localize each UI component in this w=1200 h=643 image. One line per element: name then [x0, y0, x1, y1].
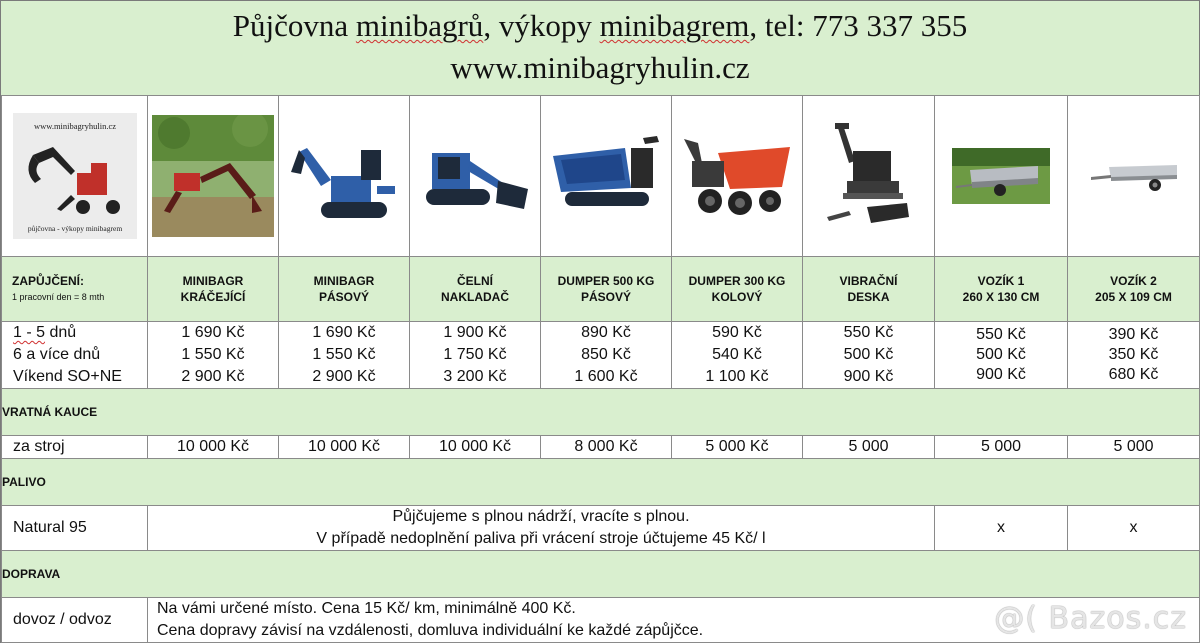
header-col-1: MINIBAGR KRÁČEJÍCÍ	[148, 257, 279, 322]
trailer-1-cell	[935, 96, 1068, 257]
walking-excavator-photo	[152, 115, 274, 237]
trailer-2-photo	[1089, 157, 1179, 195]
deposit-col-1: 10 000 Kč	[148, 436, 279, 459]
walking-excavator-cell	[148, 96, 279, 257]
price-col-5: 590 Kč 540 Kč 1 100 Kč	[672, 322, 803, 389]
tracked-dumper-photo	[547, 134, 665, 218]
header-col-6: VIBRAČNÍ DESKA	[803, 257, 935, 322]
header-col-2: MINIBAGR PÁSOVÝ	[279, 257, 410, 322]
price-col-1: 1 690 Kč 1 550 Kč 2 900 Kč	[148, 322, 279, 389]
transport-label: dovoz / odvoz	[2, 598, 148, 643]
deposit-col-2: 10 000 Kč	[279, 436, 410, 459]
image-row	[2, 96, 1200, 257]
logo-cell	[2, 96, 148, 257]
deposit-col-5: 5 000 Kč	[672, 436, 803, 459]
price-col-8: 390 Kč 350 Kč 680 Kč	[1068, 322, 1200, 389]
fuel-band-label: PALIVO	[2, 459, 1200, 506]
bazos-watermark: @( Bazos.cz	[994, 601, 1187, 636]
fuel-note-line-2: V případě nedoplnění paliva při vrácení stroje účtujeme 45 Kč/ l	[316, 530, 766, 547]
deposit-col-3: 10 000 Kč	[410, 436, 541, 459]
fuel-row	[2, 506, 1200, 551]
transport-band-label: DOPRAVA	[2, 551, 1200, 598]
logo-caption: půjčovna - výkopy minibagrem	[27, 224, 122, 233]
header-label: ZAPŮJČENÍ:	[12, 274, 85, 288]
plate-compactor-cell	[803, 96, 935, 257]
deposit-label: za stroj	[2, 436, 148, 459]
logo-walking-excavator-icon	[13, 113, 137, 239]
price-row-labels: 1 - 5 dnů 6 a více dnů Víkend SO+NE	[2, 322, 148, 389]
deposit-row	[2, 436, 1200, 459]
header-col-3: ČELNÍ NAKLADAČ	[410, 257, 541, 322]
skid-loader-photo	[416, 131, 534, 221]
mini-excavator-cell	[279, 96, 410, 257]
wheeled-dumper-cell	[672, 96, 803, 257]
title-banner	[1, 1, 1199, 96]
fuel-trailer-2: x	[1068, 506, 1200, 551]
trailer-1-photo	[952, 148, 1050, 204]
header-row	[2, 257, 1200, 322]
transport-note-line-1: Na vámi určené místo. Cena 15 Kč/ km, minimálně 400 Kč.	[157, 600, 576, 617]
deposit-col-8: 5 000	[1068, 436, 1200, 459]
transport-band	[2, 551, 1200, 598]
deposit-col-4: 8 000 Kč	[541, 436, 672, 459]
banner-title: Půjčovna minibagrů, výkopy minibagrem, tel: 773 337 355	[232, 8, 968, 43]
plate-compactor-photo	[819, 121, 919, 231]
fuel-note-line-1: Půjčujeme s plnou nádrží, vracíte s plnou.	[392, 508, 690, 525]
header-label-cell	[2, 257, 148, 322]
fuel-trailer-1: x	[935, 506, 1068, 551]
header-col-7: VOZÍK 1 260 X 130 CM	[935, 257, 1068, 322]
logo-url-text: www.minibagryhulin.cz	[33, 121, 116, 131]
price-col-6: 550 Kč 500 Kč 900 Kč	[803, 322, 935, 389]
deposit-band-label: VRATNÁ KAUCE	[2, 389, 1200, 436]
price-col-7: 550 Kč 500 Kč 900 Kč	[935, 322, 1068, 389]
trailer-2-cell	[1068, 96, 1200, 257]
fuel-note	[148, 506, 935, 551]
tracked-dumper-cell	[541, 96, 672, 257]
header-col-4: DUMPER 500 KG PÁSOVÝ	[541, 257, 672, 322]
deposit-col-6: 5 000	[803, 436, 935, 459]
mini-excavator-photo	[285, 128, 403, 224]
price-col-4: 890 Kč 850 Kč 1 600 Kč	[541, 322, 672, 389]
fuel-label: Natural 95	[2, 506, 148, 551]
price-col-3: 1 900 Kč 1 750 Kč 3 200 Kč	[410, 322, 541, 389]
transport-note-line-2: Cena dopravy závisí na vzdálenosti, domluva individuální ke každé zápůjčce.	[157, 622, 704, 639]
price-table	[1, 95, 1200, 643]
banner-website: www.minibagryhulin.cz	[450, 50, 750, 85]
deposit-col-7: 5 000	[935, 436, 1068, 459]
wheeled-dumper-photo	[678, 131, 796, 221]
skid-loader-cell	[410, 96, 541, 257]
price-row	[2, 322, 1200, 389]
header-sublabel: 1 pracovní den = 8 mth	[12, 292, 105, 302]
deposit-band	[2, 389, 1200, 436]
fuel-band	[2, 459, 1200, 506]
header-col-8: VOZÍK 2 205 X 109 CM	[1068, 257, 1200, 322]
price-col-2: 1 690 Kč 1 550 Kč 2 900 Kč	[279, 322, 410, 389]
header-col-5: DUMPER 300 KG KOLOVÝ	[672, 257, 803, 322]
